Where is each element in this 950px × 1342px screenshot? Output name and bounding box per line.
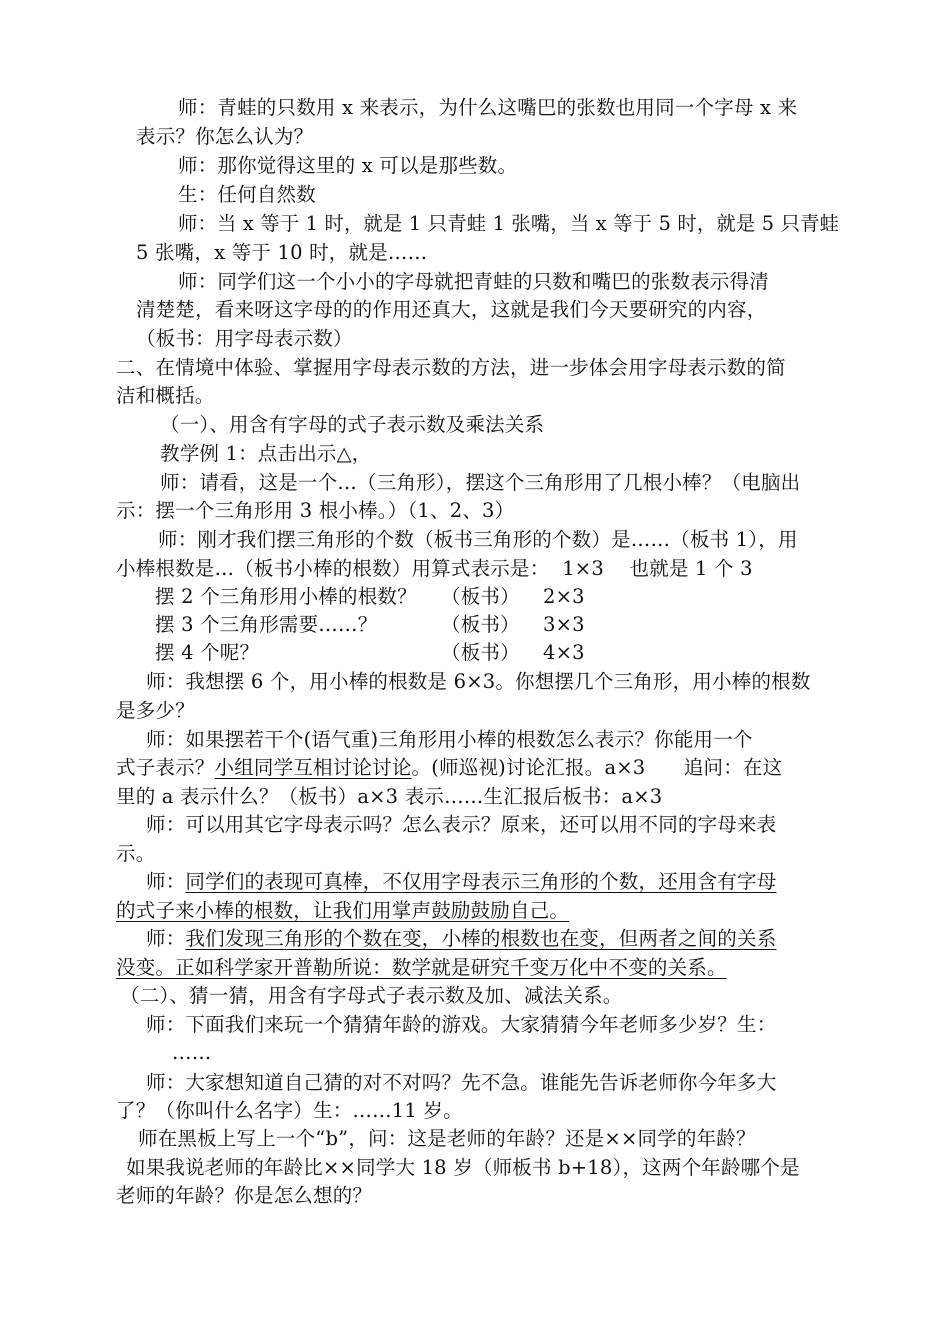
paragraph-line xyxy=(146,869,776,895)
board-row-expression: 3×3 xyxy=(543,613,585,636)
paragraph-line: 师：刚才我们摆三角形的个数（板书三角形的个数）是……（板书 1），用 xyxy=(158,528,798,551)
paragraph-line: 师：可以用其它字母表示吗？怎么表示？原来，还可以用不同的字母来表 xyxy=(146,813,777,836)
underlined-text: 没变。正如科学家开普勒所说：数学就是研究千变万化中不变的关系。 xyxy=(116,956,727,979)
board-row-expression: 2×3 xyxy=(543,585,585,608)
text-run: 师： xyxy=(146,927,186,950)
paragraph-line: 师：同学们这一个小小的字母就把青蛙的只数和嘴巴的张数表示得清 xyxy=(178,270,770,293)
subsection-heading: （一）、用含有字母的式子表示数及乘法关系 xyxy=(160,413,545,436)
paragraph-line: 教学例 1：点击出示△， xyxy=(160,442,372,465)
underlined-text: 小组同学互相讨论讨论 xyxy=(214,756,412,779)
paragraph-line: 5 张嘴，x 等于 10 时，就是…… xyxy=(136,241,428,264)
paragraph-line: 小棒根数是…（板书小棒的根数）用算式表示是： 1×3 也就是 1 个 3 xyxy=(116,557,753,580)
paragraph-line xyxy=(116,755,782,781)
paragraph-line: 师在黑板上写上一个“b”，问：这是老师的年龄？还是××同学的年龄？ xyxy=(138,1127,756,1150)
section-heading: 洁和概括。 xyxy=(116,384,215,407)
paragraph-line: 师：当 x 等于 1 时，就是 1 只青蛙 1 张嘴，当 x 等于 5 时，就是 5 只青蛙 xyxy=(178,212,840,235)
paragraph-line: 如果我说老师的年龄比××同学大 18 岁（师板书 b+18），这两个年龄哪个是 xyxy=(126,1156,800,1179)
paragraph-line: …… xyxy=(172,1041,212,1064)
subsection-heading: （二）、猜一猜，用含有字母式子表示数及加、减法关系。 xyxy=(120,984,623,1007)
text-run: 式子表示？ xyxy=(116,756,215,779)
underlined-text: 我们发现三角形的个数在变，小棒的根数也在变，但两者之间的关系 xyxy=(185,927,777,950)
paragraph-line: 是多少？ xyxy=(116,699,195,722)
board-row-label: （板书） xyxy=(441,585,520,608)
paragraph-line: 了？（你叫什么名字）生：……11 岁。 xyxy=(116,1099,463,1122)
paragraph-line: 师：下面我们来玩一个猜猜年龄的游戏。大家猜猜今年老师多少岁？生： xyxy=(146,1013,777,1036)
paragraph-line: 师：青蛙的只数用 x 来表示，为什么这嘴巴的张数也用同一个字母 x 来 xyxy=(178,96,798,119)
text-run: 。(师巡视)讨论汇报。a×3 追问：在这 xyxy=(411,756,783,779)
paragraph-line: 示：摆一个三角形用 3 根小棒。）（1、2、3） xyxy=(116,499,515,522)
paragraph-line: 师：请看，这是一个…（三角形），摆这个三角形用了几根小棒？（电脑出 xyxy=(160,471,801,494)
text-run: 师： xyxy=(146,870,186,893)
underlined-text: 同学们的表现可真棒，不仅用字母表示三角形的个数，还用含有字母 xyxy=(185,870,777,893)
board-row-question: 摆 2 个三角形用小棒的根数？ xyxy=(155,585,417,608)
paragraph-line: 师：我想摆 6 个，用小棒的根数是 6×3。你想摆几个三角形，用小棒的根数 xyxy=(146,670,811,693)
board-row-label: （板书） xyxy=(441,641,520,664)
paragraph-line: 里的 a 表示什么？（板书）a×3 表示……生汇报后板书：a×3 xyxy=(116,785,663,808)
board-row-question: 摆 3 个三角形需要……？ xyxy=(155,613,378,636)
paragraph-line: 师：如果摆若干个(语气重)三角形用小棒的根数怎么表示？你能用一个 xyxy=(146,728,753,751)
paragraph-line: 清楚楚，看来呀这字母的的作用还真大，这就是我们今天要研究的内容， xyxy=(136,298,767,321)
board-row-expression: 4×3 xyxy=(543,641,585,664)
paragraph-line: 师：大家想知道自己猜的对不对吗？先不急。谁能先告诉老师你今年多大 xyxy=(146,1071,777,1094)
board-row-label: （板书） xyxy=(441,613,520,636)
board-row-question: 摆 4 个呢？ xyxy=(155,641,260,664)
paragraph-line: 示。 xyxy=(116,842,156,865)
paragraph-line: 师：那你觉得这里的 x 可以是那些数。 xyxy=(178,154,518,177)
underlined-text: 的式子来小棒的根数，让我们用掌声鼓励鼓励自己。 xyxy=(116,899,570,922)
paragraph-line: （板书：用字母表示数） xyxy=(136,327,353,350)
section-heading: 二、在情境中体验、掌握用字母表示数的方法，进一步体会用字母表示数的简 xyxy=(116,356,786,379)
paragraph-line xyxy=(146,926,776,952)
paragraph-line: 老师的年龄？你是怎么想的？ xyxy=(116,1184,373,1207)
paragraph-line: 表示？你怎么认为？ xyxy=(136,125,314,148)
paragraph-line: 生：任何自然数 xyxy=(178,183,316,206)
